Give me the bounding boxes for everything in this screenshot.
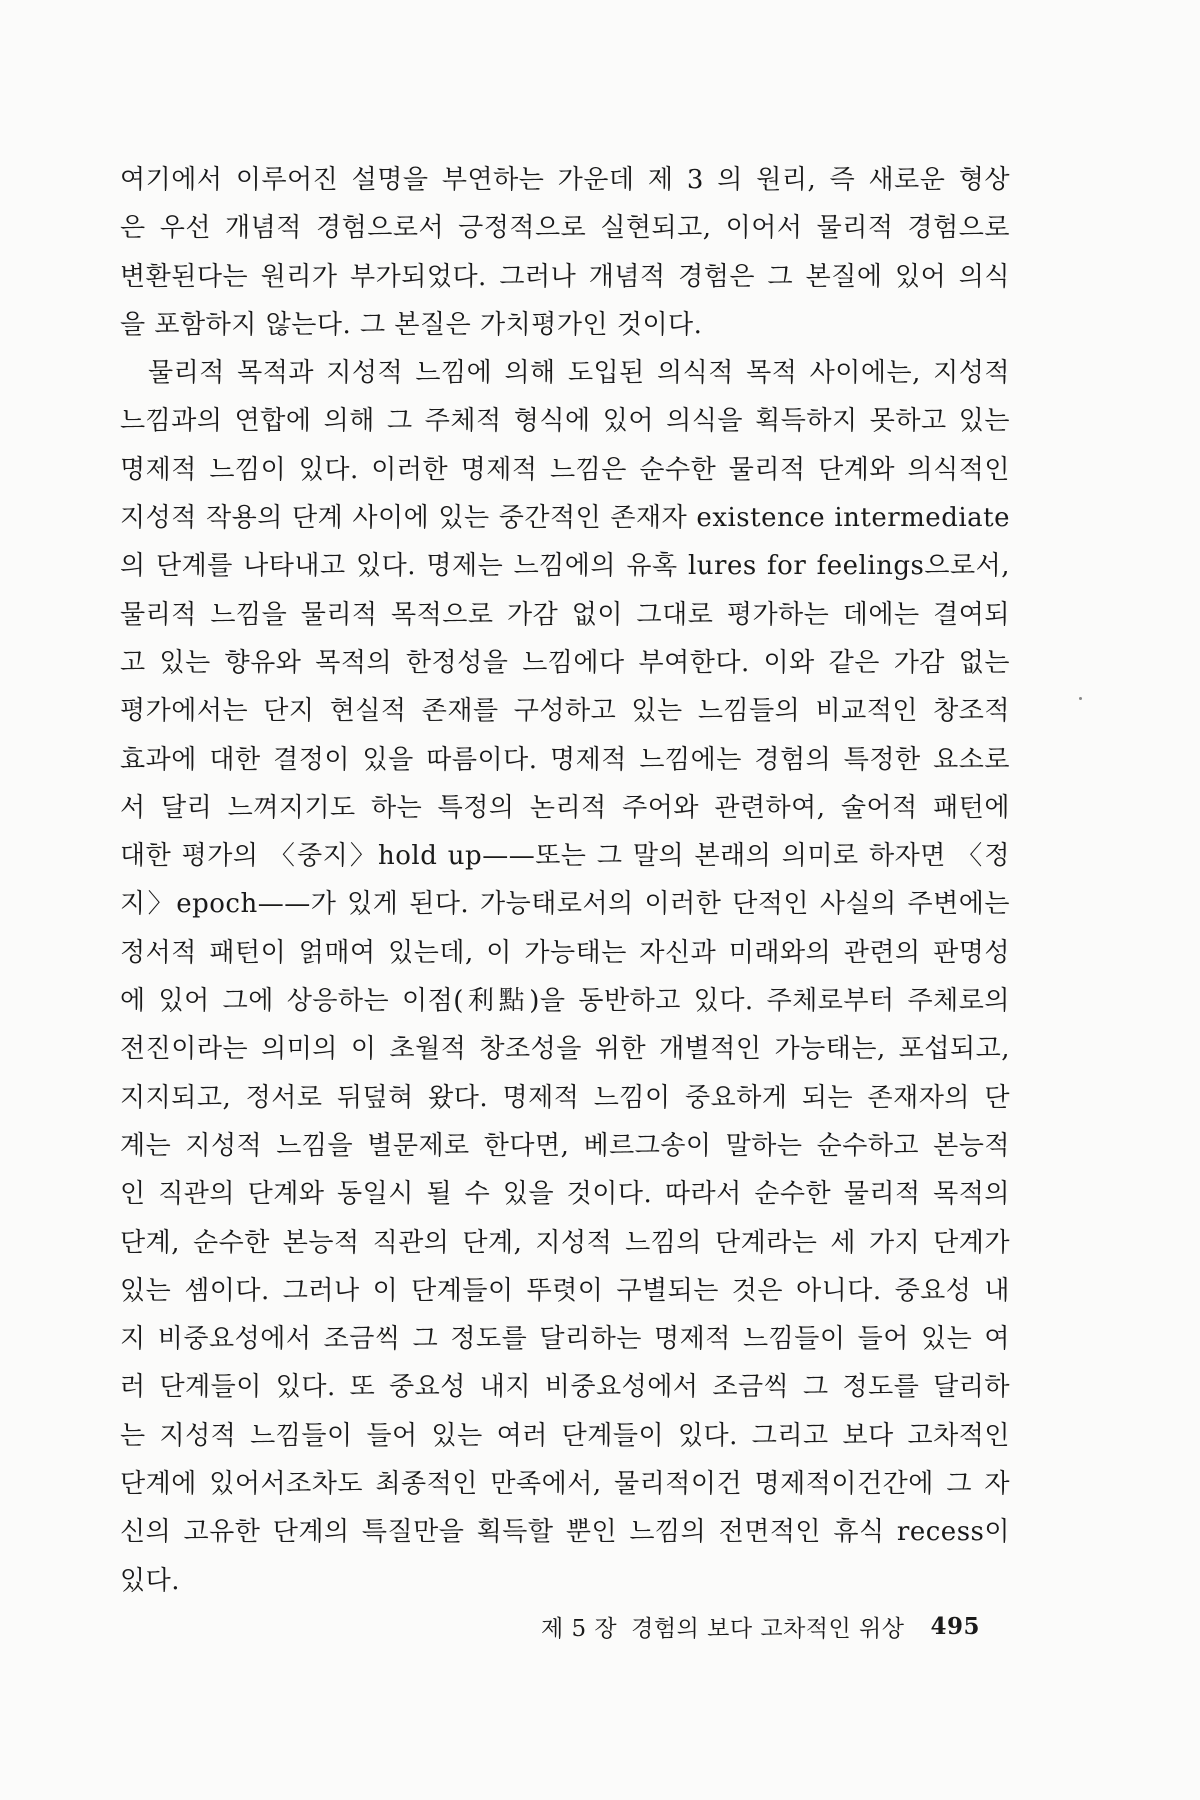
- chapter-title: 경험의 보다 고차적인 위상: [631, 1615, 905, 1642]
- text-line: 는 지성적 느낌들이 들어 있는 여러 단계들이 있다. 그리고 보다 고차적인: [120, 1420, 1010, 1451]
- text-line: 은 우선 개념적 경험으로서 긍정적으로 실현되고, 이어서 물리적 경험으로: [120, 213, 1010, 244]
- text-line: 을 포함하지 않는다. 그 본질은 가치평가인 것이다.: [120, 309, 703, 340]
- text-line: 계는 지성적 느낌을 별문제로 한다면, 베르그송이 말하는 순수하고 본능적: [120, 1130, 1010, 1161]
- text-line: 물리적 목적과 지성적 느낌에 의해 도입된 의식적 목적 사이에는, 지성적: [148, 358, 1010, 389]
- running-footer: [470, 1606, 980, 1646]
- text-line: 느낌과의 연합에 의해 그 주체적 형식에 있어 의식을 획득하지 못하고 있는: [120, 406, 1010, 437]
- text-line: 명제적 느낌이 있다. 이러한 명제적 느낌은 순수한 물리적 단계와 의식적인: [120, 454, 1010, 485]
- text-line: 물리적 느낌을 물리적 목적으로 가감 없이 그대로 평가하는 데에는 결여되: [120, 599, 1010, 630]
- print-speck: [1079, 697, 1082, 700]
- text-line: 지지되고, 정서로 뒤덮혀 왔다. 명제적 느낌이 중요하게 되는 존재자의 단: [120, 1082, 1010, 1113]
- page-number: 495: [930, 1612, 980, 1640]
- text-line: 인 직관의 단계와 동일시 될 수 있을 것이다. 따라서 순수한 물리적 목적의: [120, 1179, 1010, 1210]
- text-line: 평가에서는 단지 현실적 존재를 구성하고 있는 느낌들의 비교적인 창조적: [120, 696, 1010, 727]
- text-line: 러 단계들이 있다. 또 중요성 내지 비중요성에서 조금씩 그 정도를 달리하: [120, 1372, 1010, 1403]
- body-text: [120, 156, 1010, 1605]
- text-line: 의 단계를 나타내고 있다. 명제는 느낌에의 유혹 lures for feelings으로서,: [120, 551, 1010, 582]
- text-line: 고 있는 향유와 목적의 한정성을 느낌에다 부여한다. 이와 같은 가감 없는: [120, 647, 1010, 678]
- text-line: 대한 평가의 〈중지〉hold up——또는 그 말의 본래의 의미로 하자면 〈정: [120, 841, 1010, 872]
- text-line: 효과에 대한 결정이 있을 따름이다. 명제적 느낌에는 경험의 특정한 요소로: [120, 744, 1010, 775]
- text-line: 여기에서 이루어진 설명을 부연하는 가운데 제 3 의 원리, 즉 새로운 형상: [120, 165, 1010, 195]
- text-line: 지 비중요성에서 조금씩 그 정도를 달리하는 명제적 느낌들이 들어 있는 여: [120, 1324, 1010, 1355]
- text-line: 변환된다는 원리가 부가되었다. 그러나 개념적 경험은 그 본질에 있어 의식: [120, 261, 1010, 292]
- text-line: 지성적 작용의 단계 사이에 있는 중간적인 존재자 existence intermediate: [120, 503, 1010, 534]
- text-line: 정서적 패턴이 얽매여 있는데, 이 가능태는 자신과 미래와의 관련의 판명성: [120, 937, 1010, 968]
- text-line: 서 달리 느껴지기도 하는 특정의 논리적 주어와 관련하여, 술어적 패턴에: [120, 792, 1010, 823]
- text-line: 전진이라는 의미의 이 초월적 창조성을 위한 개별적인 가능태는, 포섭되고,: [120, 1034, 1010, 1065]
- text-line: 있다.: [120, 1565, 180, 1596]
- chapter-number: 제 5 장: [540, 1615, 618, 1642]
- text-line: 단계에 있어서조차도 최종적인 만족에서, 물리적이건 명제적이건간에 그 자: [120, 1469, 1010, 1500]
- text-line: 있는 셈이다. 그러나 이 단계들이 뚜렷이 구별되는 것은 아니다. 중요성 내: [120, 1275, 1010, 1306]
- text-line: 단계, 순수한 본능적 직관의 단계, 지성적 느낌의 단계라는 세 가지 단계가: [120, 1227, 1010, 1258]
- text-line: 에 있어 그에 상응하는 이점(利點)을 동반하고 있다. 주체로부터 주체로의: [120, 986, 1010, 1017]
- text-line: 신의 고유한 단계의 특질만을 획득할 뿐인 느낌의 전면적인 휴식 recess이: [120, 1517, 1010, 1548]
- text-line: 지〉epoch——가 있게 된다. 가능태로서의 이러한 단적인 사실의 주변에는: [120, 889, 1010, 920]
